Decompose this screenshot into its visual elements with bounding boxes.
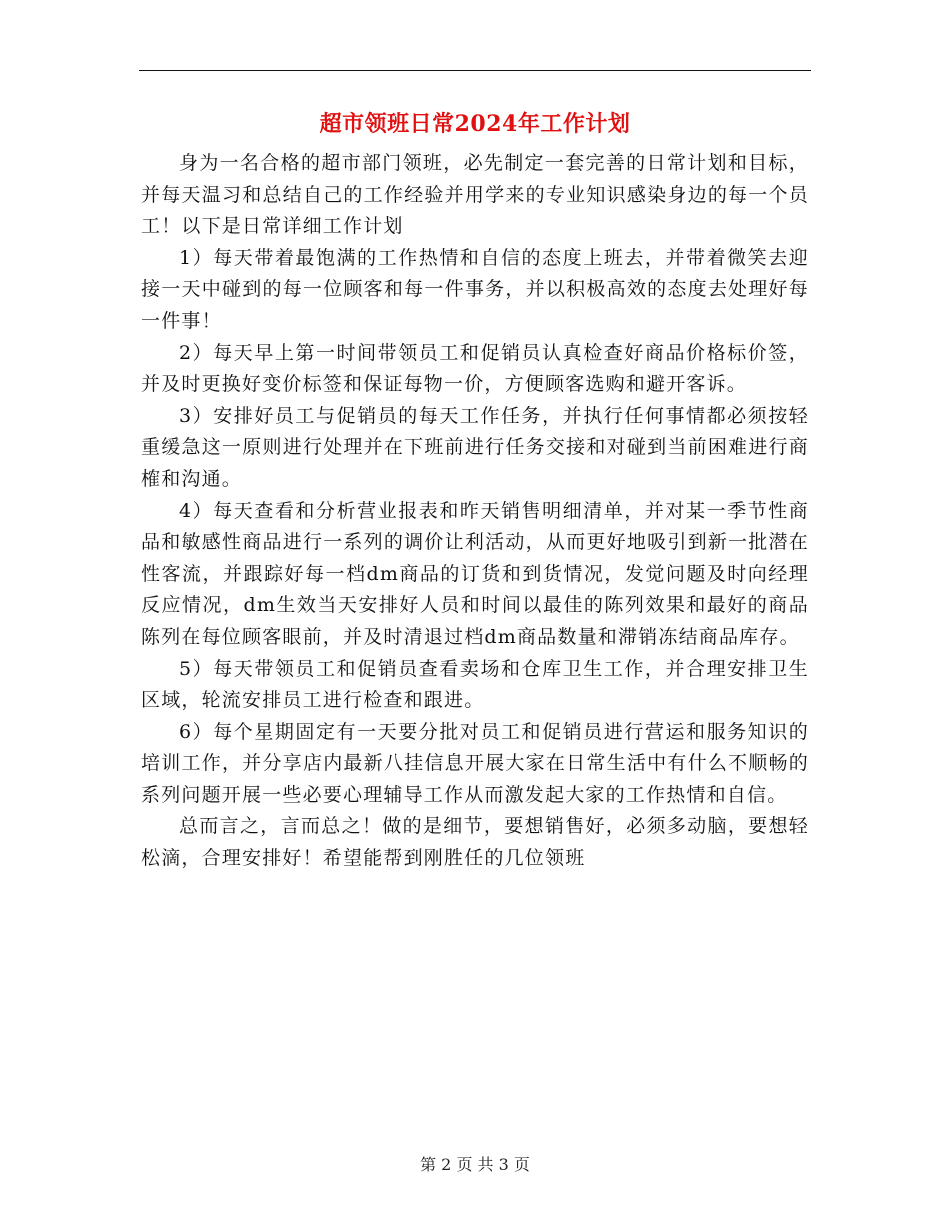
conclusion-paragraph: 总而言之，言而总之！做的是细节，要想销售好，必须多动脑，要想轻松滴，合理安排好！希望能帮到刚胜任的几位领班 — [141, 815, 809, 870]
plan-item-2: 2）每天早上第一时间带领员工和促销员认真检查好商品价格标价签，并及时更换好变价标签和保证每物一价，方便顾客选购和避开客诉。 — [141, 341, 809, 396]
plan-item-6: 6）每个星期固定有一天要分批对员工和促销员进行营运和服务知识的培训工作，并分享店内最新八挂信息开展大家在日常生活中有什么不顺畅的系列问题开展一些必要心理辅导工作从而激发起大家的工作热情和自信。 — [141, 720, 809, 806]
plan-item-3: 3）安排好员工与促销员的每天工作任务，并执行任何事情都必须按轻重缓急这一原则进行处理并在下班前进行任务交接和对碰到当前困难进行商榷和沟通。 — [141, 404, 809, 490]
intro-paragraph: 身为一名合格的超市部门领班，必先制定一套完善的日常计划和目标，并每天温习和总结自己的工作经验并用学来的专业知识感染身边的每一个员工！以下是日常详细工作计划 — [141, 152, 809, 238]
document-body — [141, 148, 809, 875]
header-rule — [139, 70, 811, 71]
document-title: 超市领班日常2024年工作计划 — [319, 111, 631, 137]
plan-item-4: 4）每天查看和分析营业报表和昨天销售明细清单，并对某一季节性商品和敏感性商品进行一系列的调价让利活动，从而更好地吸引到新一批潜在性客流，并跟踪好每一档dm商品的订货和到货情况，发觉问题及时向经理反应情况，dm生效当天安排好人员和时间以最佳的陈列效果和最好的商品陈列在每位顾客眼前，并及时清退过档dm商品数量和滞销冻结商品库存。 — [141, 499, 809, 648]
plan-item-5: 5）每天带领员工和促销员查看卖场和仓库卫生工作，并合理安排卫生区域，轮流安排员工进行检查和跟进。 — [141, 657, 809, 712]
page-footer — [0, 1152, 950, 1175]
page-number-label: 第 2 页 共 3 页 — [420, 1155, 530, 1174]
plan-item-1: 1）每天带着最饱满的工作热情和自信的态度上班去，并带着微笑去迎接一天中碰到的每一位顾客和每一件事务，并以积极高效的态度去处理好每一件事！ — [141, 246, 809, 332]
